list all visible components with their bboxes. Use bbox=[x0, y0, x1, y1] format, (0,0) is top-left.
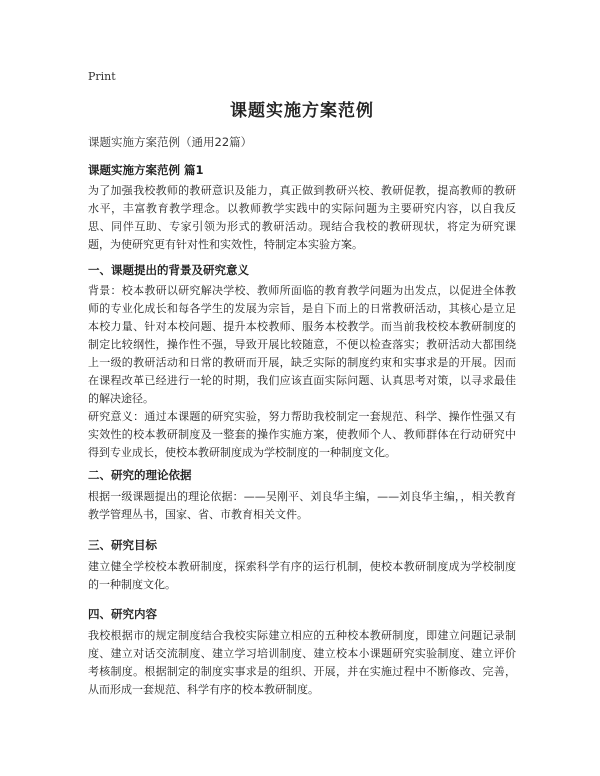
paragraph-significance: 研究意义：通过本课题的研究实验，努力帮助我校制定一套规范、科学、操作性强又有实效性的校本教研制度及一整套的操作实施方案，使教师个人、教师群体在行动研究中得到专业成长，使校本教研制度成为学校制度的一种制度文化。 bbox=[88, 410, 516, 459]
paragraph-theory: 根据一级课题提出的理论依据：——吴刚平、刘良华主编，——刘良华主编，，相关教育教学管理丛书，国家、省、市教育相关文件。 bbox=[88, 490, 516, 521]
article-heading: 课题实施方案范例 篇1 bbox=[88, 163, 204, 177]
section-heading-content: 四、研究内容 bbox=[88, 607, 157, 621]
paragraph-goals: 建立健全学校校本教研制度，探索科学有序的运行机制，使校本教研制度成为学校制度的一种制度文化。 bbox=[88, 560, 516, 591]
section-heading-theory: 二、研究的理论依据 bbox=[88, 468, 192, 482]
print-link[interactable]: Print bbox=[88, 70, 116, 83]
paragraph-content: 我校根据市的规定制度结合我校实际建立相应的五种校本教研制度，即建立问题记录制度、建立对话交流制度、建立学习培训制度、建立校本小课题研究实验制度、建立评价考核制度。根据制定的制度实事求是的组织、开展，并在实施过程中不断修改、完善，从而形成一套规范、科学有序的校本教研制度。 bbox=[88, 629, 516, 696]
section-heading-goals: 三、研究目标 bbox=[88, 538, 157, 552]
document-title: 课题实施方案范例 bbox=[230, 101, 374, 121]
document-subtitle: 课题实施方案范例（通用22篇） bbox=[88, 135, 253, 149]
intro-paragraph: 为了加强我校教师的教研意识及能力，真正做到教研兴校、教研促教，提高教师的教研水平，丰富教育教学理念。以教师教学实践中的实际问题为主要研究内容，以自我反思、同伴互助、专家引领为形式的教研活动。现结合我校的教研现状，将定为研究课题，为使研究更有针对性和实效性，特制定本实验方案。 bbox=[88, 184, 516, 251]
paragraph-background: 背景：校本教研以研究解决学校、教师所面临的教育教学问题为出发点，以促进全体教师的专业化成长和每各学生的发展为宗旨，是自下而上的日常教研活动，其核心是立足本校力量、针对本校问题、提升本校教师、服务本校教学。而当前我校校本教研制度的制定比较纲性，操作性不强，导致开展比较随意，不便以检查落实；教研活动大都围绕上一级的教研活动和日常的教研而开展，缺乏实际的制度约束和实事求是的开展。因而在课程改革已经进行一轮的时期，我们应该直面实际问题、认真思考对策，以寻求最佳的解决途径。 bbox=[88, 284, 516, 405]
section-heading-background: 一、课题提出的背景及研究意义 bbox=[88, 263, 249, 277]
